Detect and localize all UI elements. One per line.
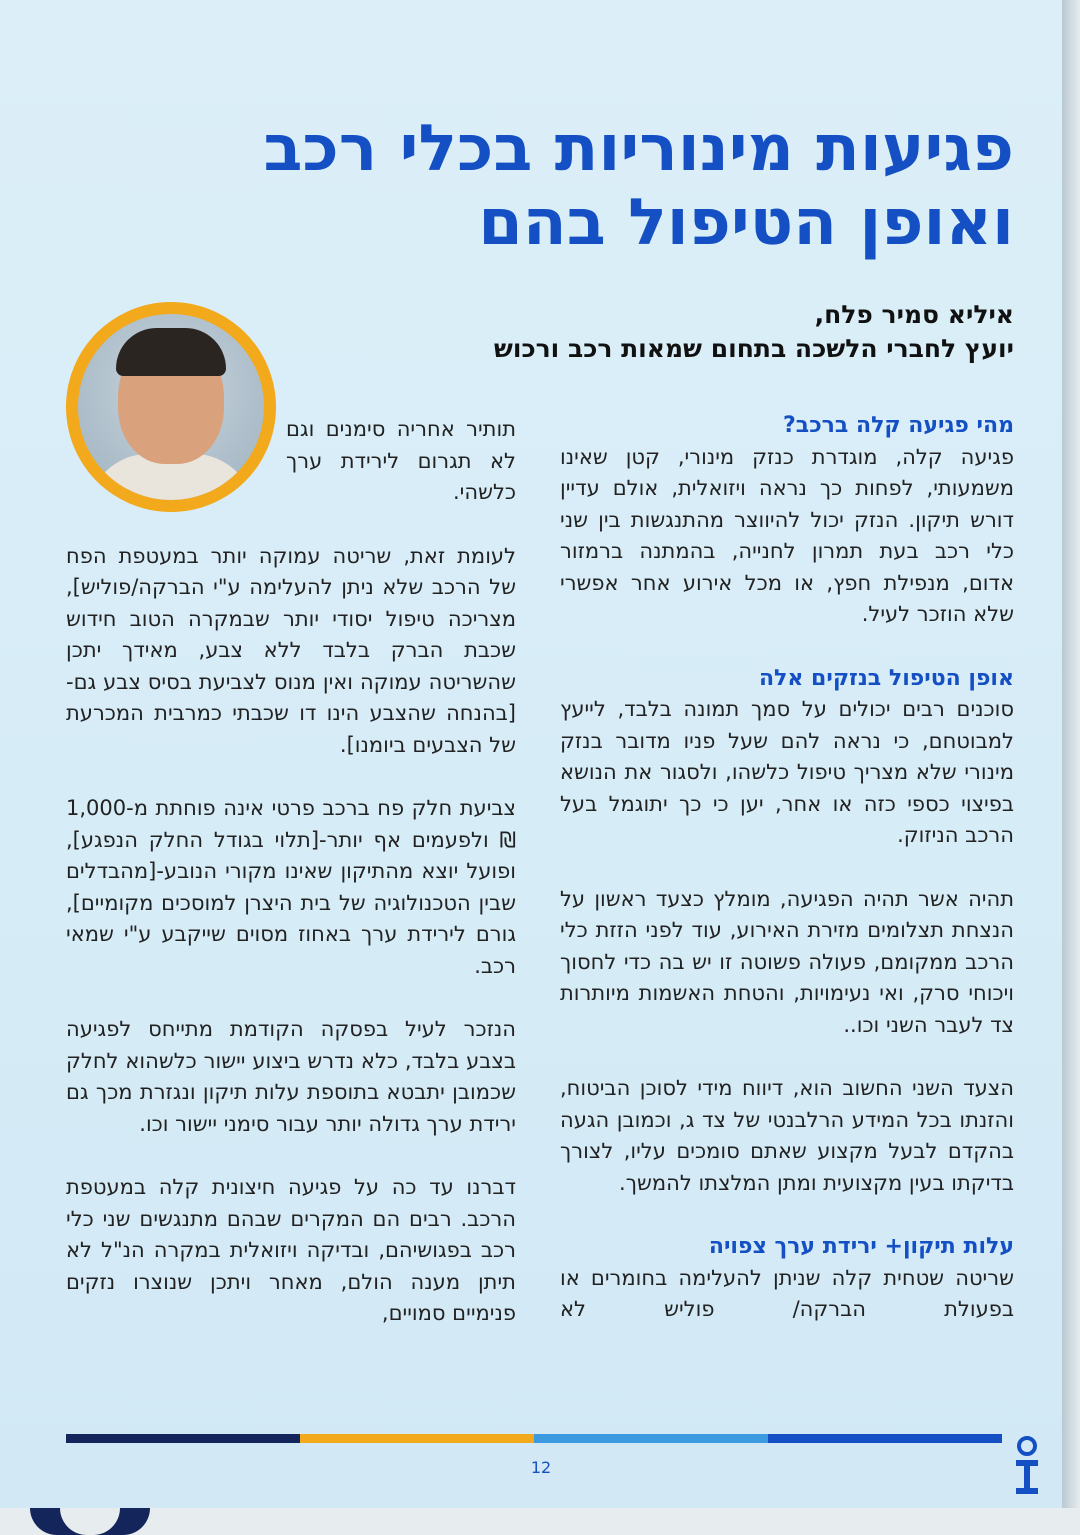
title-line-1: פגיעות מינוריות בכלי רכב <box>263 112 1014 186</box>
rule-segment-navy <box>66 1434 300 1443</box>
paragraph: דברנו עד כה על פגיעה חיצונית קלה במעטפת הרכב. רבים הם המקרים שבהם מתנגשים שני כלי רכב בפגושיהם, ובדיקה ויזואלית במקרה הנ"ל לא תיתן מענה הולם, מאחר ויתכן שנוצרו נזקים פנימיים סמויים, <box>66 1175 516 1325</box>
paragraph: הצעד השני החשוב הוא, דיווח מידי לסוכן הביטוח, והזנתו בכל המידע הרלבנטי של צד ג, וכמובן הגעה בהקדם לבעל מקצוע שאתם סומכים עליו, לצורך בדיקתו בעין מקצועית ומתן המלצתו להמשך. <box>560 1076 1014 1195</box>
author-role: יועץ לחברי הלשכה בתחום שמאות רכב ורכוש <box>493 334 1014 363</box>
paragraph: שריטה שטחית קלה שניתן להעלימה בחומרים או בפעולת הברקה/ פוליש לא <box>560 1265 1014 1321</box>
portrait-hair <box>116 328 226 376</box>
section-heading-what-is-minor-damage: מהי פגיעה קלה ברכב? <box>783 413 1014 438</box>
section-heading-repair-cost: עלות תיקון+ ירידת ערך צפויה <box>708 1234 1014 1259</box>
author-byline <box>314 298 1014 366</box>
left-column <box>66 414 516 1330</box>
article-title <box>114 112 1014 260</box>
paragraph: הנזכר לעיל בפסקה הקודמת מתייחס לפגיעה בצבע בלבד, כלא נדרש ביצוע יישור כלשהוא לחלק שכמובן יתבטא בתוספת עלות תיקון ונגזרת מכך גם ירידת ערך גדולה יותר עבור סימני יישור וכו. <box>66 1017 516 1136</box>
magazine-logo-icon <box>1012 1436 1042 1500</box>
right-column <box>560 410 1014 1326</box>
page-number: 12 <box>530 1458 552 1477</box>
footer-color-rule <box>66 1434 1002 1443</box>
paragraph: תותיר אחריה סימנים וגם לא תגרום לירידת ערך כלשהי. <box>286 417 516 504</box>
rule-segment-lightblue <box>534 1434 768 1443</box>
section-heading-handling: אופן הטיפול בנזקים אלה <box>758 665 1014 691</box>
title-line-2: ואופן הטיפול בהם <box>478 186 1014 260</box>
paragraph: תהיה אשר תהיה הפגיעה, מומלץ כצעד ראשון על הנצחת תצלומים מזירת האירוע, עוד לפני הזזת כלי הרכב ממקומם, פעולה פשוטה זו יש בה כדי לחסוך ויכוחי סרק, ואי נעימויות, והטחת האשמות מיותרות צד לעבר השני וכו.. <box>560 886 1014 1037</box>
paragraph: פגיעה קלה, מוגדרת כנזק מינורי, קטן שאינו משמעותי, לפחות כך נראה ויזואלית, אולם עדיין דורש תיקון. הנזק יכול להיווצר מהתנגשות בין שני כלי רכב בעת תמרון לחנייה, בהמתנה ברמזור אדום, מנפילת חפץ, או מכל אירוע אחר אפשרי שלא הוזכר לעיל. <box>560 444 1014 626</box>
paragraph: לעומת זאת, שריטה עמוקה יותר במעטפת הפח של הרכב שלא ניתן להעלימה ע"י הברקה/פוליש], מצריכה טיפול יסודי יותר שבמקרה הטוב חידוש שכבת הברק בלבד ללא צבע, מאידך יתכן שהשריטה עמוקה ואין מנוס לצביעת בסיס צבע גם-[בהנחה שהצבע הינו דו שכבתי כמרבית המכרעת של הצבעים ביומנו]. <box>66 543 516 757</box>
page-edge-shadow <box>1062 0 1080 1508</box>
paragraph: סוכנים רבים יכולים על סמך תמונה בלבד, לייעץ למבוטחם, כי נראה להם שעל פניו מדובר בנזק מינורי שלא מצריך טיפול כלשהו, ולסגור את הנושא בפיצוי כספי כזה או אחר, יען כי כך יתוגמל בעל הרכב הניזוק. <box>560 697 1014 847</box>
rule-segment-blue <box>768 1434 1002 1443</box>
paragraph: צביעת חלק פח ברכב פרטי אינה פוחתת מ-1,000 ₪ ולפעמים אף יותר-[תלוי בגודל החלק הנפגע], ופועל יוצא מהתיקון שאינו מקורי הנובע-[מהבדלים שבין הטכנולוגיה של בית היצרן למוסכים מקומיים], גורם לירידת ערך באחוז מסוים שייקבע ע"י שמאי רכב. <box>66 796 516 978</box>
author-name: איליא סמיר פלח, <box>814 300 1014 329</box>
rule-segment-orange <box>300 1434 534 1443</box>
